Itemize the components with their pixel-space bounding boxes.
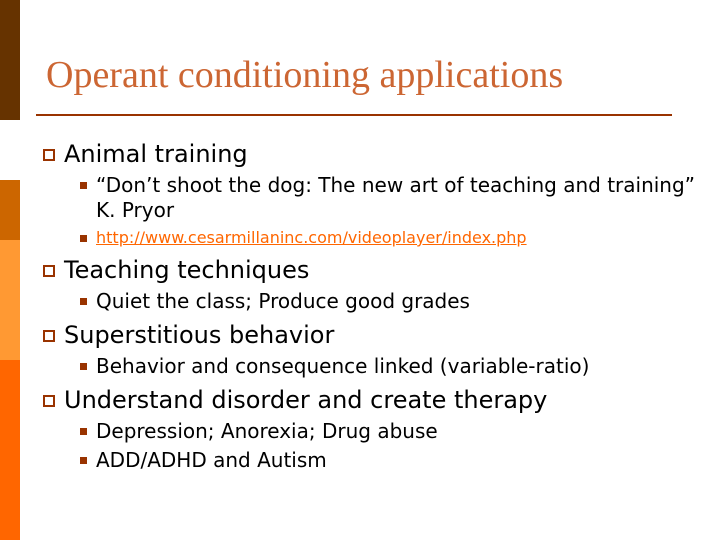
bullet-animal-training <box>42 139 712 169</box>
sub-bullet-text: Quiet the class; Produce good grades <box>96 289 470 313</box>
bullet-superstitious-behavior <box>42 320 712 350</box>
sub-bullet-text: Behavior and consequence linked (variable-ratio) <box>96 354 590 378</box>
title-underline <box>36 114 672 116</box>
slide-body <box>42 139 712 473</box>
sub-bullet-depression <box>80 419 712 444</box>
sub-bullet-variable-ratio <box>80 354 712 379</box>
sub-list-superstitious-behavior <box>80 354 712 379</box>
sub-bullet-text: “Don’t shoot the dog: The new art of teaching and training” K. Pryor <box>96 173 696 222</box>
filled-square-bullet-icon <box>80 298 87 305</box>
slide-title: Operant conditioning applications <box>46 54 564 96</box>
side-band-dark <box>0 0 20 120</box>
sub-bullet-adhd-autism <box>80 448 712 473</box>
filled-square-bullet-icon <box>80 457 87 464</box>
sub-bullet-text: ADD/ADHD and Autism <box>96 448 327 472</box>
sub-bullet-quiet-class <box>80 289 712 314</box>
sub-bullet-book-reference <box>80 173 712 223</box>
sub-bullet-link <box>80 227 712 249</box>
side-band-light-orange <box>0 240 20 360</box>
sub-list-animal-training <box>80 173 712 249</box>
cesar-millan-video-link[interactable]: http://www.cesarmillaninc.com/videoplayer/index.php <box>96 228 527 247</box>
bullet-teaching-techniques <box>42 255 712 285</box>
sub-bullet-text: Depression; Anorexia; Drug abuse <box>96 419 438 443</box>
side-band-orange <box>0 180 20 240</box>
side-band-bright-orange <box>0 360 20 540</box>
bullet-text: Superstitious behavior <box>64 321 335 349</box>
sub-list-teaching-techniques <box>80 289 712 314</box>
sub-list-disorder-therapy <box>80 419 712 473</box>
filled-square-bullet-icon <box>80 428 87 435</box>
filled-square-bullet-icon <box>80 363 87 370</box>
filled-square-bullet-icon <box>80 182 87 189</box>
hollow-square-bullet-icon <box>43 265 55 277</box>
bullet-text: Animal training <box>64 140 248 168</box>
filled-square-bullet-icon <box>80 235 87 242</box>
bullet-disorder-therapy <box>42 385 712 415</box>
bullet-text: Teaching techniques <box>64 256 310 284</box>
hollow-square-bullet-icon <box>43 330 55 342</box>
hollow-square-bullet-icon <box>43 395 55 407</box>
bullet-text: Understand disorder and create therapy <box>64 386 548 414</box>
hollow-square-bullet-icon <box>43 149 55 161</box>
side-band-gap <box>0 120 20 180</box>
